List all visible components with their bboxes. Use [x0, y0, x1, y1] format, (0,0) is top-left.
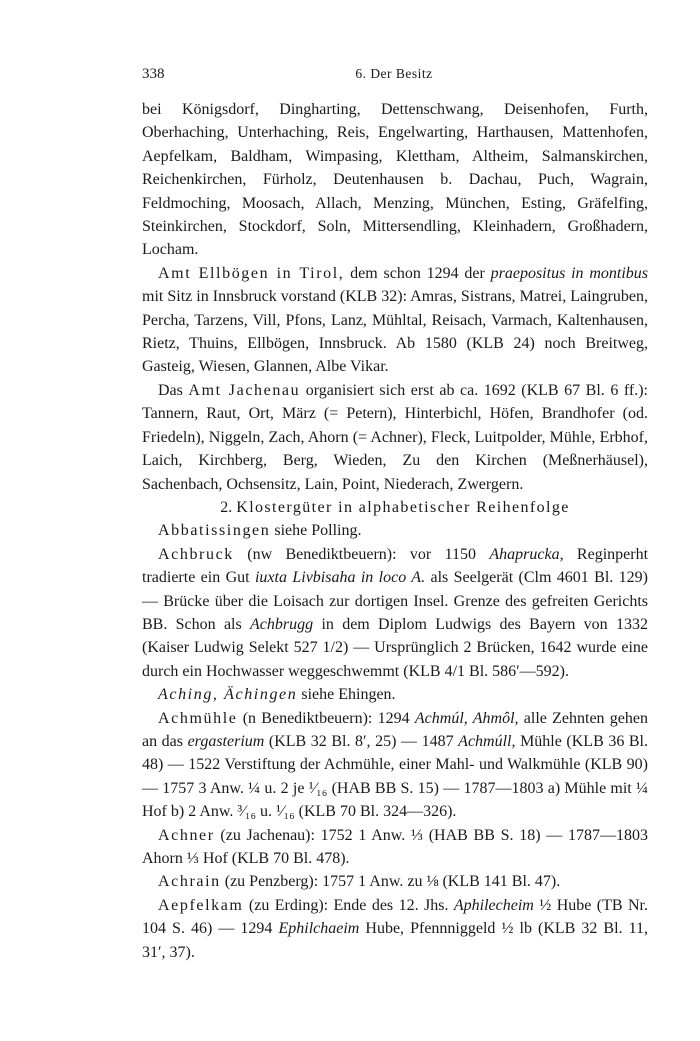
entry-heading: Achrain — [158, 873, 221, 891]
page-body — [142, 98, 648, 964]
entry-achrain: Achrain (zu Penzberg): 1757 1 Anw. zu ⅛ (KLB 141 Bl. 47). — [158, 873, 561, 891]
entry-aching: Aching, Ächingen siehe Ehingen. — [158, 686, 396, 704]
entry-heading: Achner — [158, 826, 215, 844]
entry-heading: Abbatissingen — [158, 522, 271, 540]
entry-aepfelkam: Aepfelkam (zu Erding): Ende des 12. Jhs. Aphilecheim ½ Hube (TB Nr. 104 S. 46) — 1294 Ephilchaeim Hube, Pfennniggeld ½ lb (KLB 32 Bl. 11, 31′, 37). — [142, 896, 648, 961]
entry-heading: Achbruck — [158, 545, 234, 563]
entry-heading: Amt Ellbögen in Tirol, — [158, 264, 345, 282]
entry-achmuehle: Achmühle (n Benediktbeuern): 1294 Achmúl, Ahmôl, alle Zehnten gehen an das ergasterium (KLB 32 Bl. 8′, 25) — 1487 Achmúll, Mühle (KLB 36 Bl. 48) — 1522 Verstiftung der Achmühle, einer Mahl- und Walkmühle (KLB 90) — 1757 3 Anw. ¼ u. 2 je ¹⁄₁₆ (HAB BB S. 15) — 1787—1803 a) Mühle mit ¼ Hof b) 2 Anw. ³⁄₁₆ u. ¹⁄₁₆ (KLB 70 Bl. 324—326). — [142, 709, 649, 821]
entry-achbruck: Achbruck (nw Benediktbeuern): vor 1150 Ahaprucka, Reginperht tradierte ein Gut iuxta Livbisaha in loco A. als Seelgerät (Clm 4601 Bl. 129) — Brücke über die Loisach zur dortigen Insel. Grenze des gefreiten Gerichts BB. Schon als Achbrugg in dem Diplom Ludwigs des Bayern von 1332 (Kaiser Ludwig Selekt 527 1/2) — Ursprünglich 2 Brücken, 1642 wurde eine durch ein Hochwasser weggeschwemmt (KLB 4/1 Bl. 586′—592). — [142, 545, 649, 680]
entry-achner: Achner (zu Jachenau): 1752 1 Anw. ⅓ (HAB BB S. 18) — 1787—1803 Ahorn ⅓ Hof (KLB 70 Bl. 478). — [142, 826, 648, 867]
section-heading: 2. Klostergüter in alphabetischer Reihenfolge — [220, 498, 570, 516]
paragraph-place-list: bei Königsdorf, Dingharting, Dettenschwang, Deisenhofen, Furth, Oberhaching, Unterhaching, Reis, Engelwarting, Harthausen, Mattenhofen, Aepfelkam, Baldham, Wimpasing, Klettham, Altheim, Salmanskirchen, Reichenkirchen, Fürholz, Deutenhausen b. Dachau, Puch, Wagrain, Feldmoching, Moosach, Allach, Menzing, München, Esting, Gräfelfing, Steinkirchen, Stockdorf, Soln, Mittersendling, Kleinhadern, Großhadern, Locham. — [142, 101, 648, 259]
entry-heading: Aching, Ächingen — [158, 686, 298, 704]
entry-abbatissingen: Abbatissingen siehe Polling. — [158, 522, 362, 540]
entry-heading: Aepfelkam — [158, 896, 244, 914]
paragraph-amt-ellboegen: Amt Ellbögen in Tirol, dem schon 1294 der praepositus in montibus mit Sitz in Innsbruck vorstand (KLB 32): Amras, Sistrans, Matrei, Laingruben, Percha, Tarzens, Vill, Pfons, Lanz, Mühltal, Reisach, Varmach, Kaltenhausen, Rietz, Thuins, Ellbögen, Innsbruck. Ab 1580 (KLB 24) noch Breitweg, Gasteig, Wiesen, Glannen, Albe Vikar. — [142, 264, 648, 376]
page-number: 338 — [142, 66, 165, 82]
paragraph-amt-jachenau: Das Amt Jachenau organisiert sich erst ab ca. 1692 (KLB 67 Bl. 6 ff.): Tannern, Raut, Ort, März (= Petern), Hinterbichl, Höfen, Brandhofer (od. Friedeln), Niggeln, Zach, Ahorn (= Achner), Fleck, Luitpolder, Mühle, Erbhof, Laich, Kirchberg, Berg, Wieden, Zu den Kirchen (Meßnerhäusel), Sachenbach, Ochsensitz, Lain, Point, Niederach, Zwergern. — [142, 381, 648, 493]
entry-heading: Achmühle — [158, 709, 238, 727]
page-header — [142, 66, 646, 86]
entry-heading: Amt Jachenau — [188, 381, 301, 399]
running-title: 6. Der Besitz — [355, 66, 433, 81]
